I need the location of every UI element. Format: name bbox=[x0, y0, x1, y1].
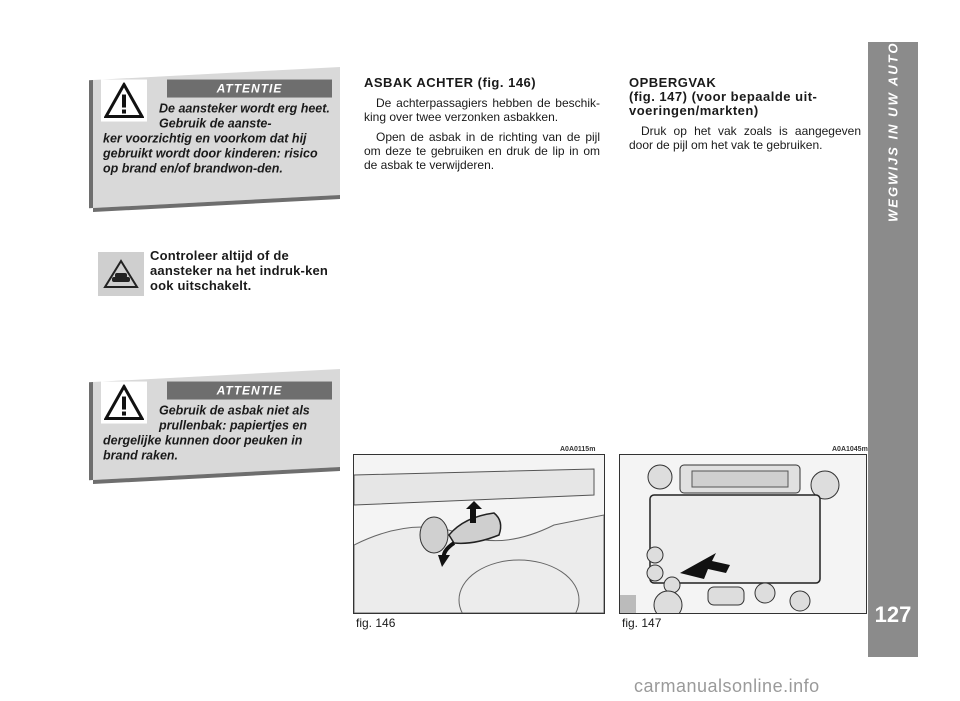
page-number: 127 bbox=[874, 602, 912, 627]
watermark: carmanualsonline.info bbox=[634, 676, 820, 696]
car-icon bbox=[98, 252, 144, 296]
paragraph: De achterpassagiers hebben de beschik-king over twee verzonken asbakken. bbox=[364, 96, 600, 124]
paragraph: Open de asbak in de richting van de pijl om deze te gebruiken en druk de lip in om de asbak te verwijderen. bbox=[364, 130, 600, 172]
section-storage bbox=[629, 76, 861, 152]
figure-code: A0A1045m bbox=[832, 446, 868, 453]
section-ashtray bbox=[364, 76, 600, 172]
section-title: WEGWIJS IN UW AUTO bbox=[885, 42, 901, 223]
section-heading: ASBAK ACHTER (fig. 146) bbox=[364, 75, 537, 90]
warning-text: De aansteker wordt erg heet. Gebruik de aanste- ker voorzichtig en voorkom dat hij gebruikt wordt door kinderen: risico op brand en/of brandwon-den. bbox=[103, 101, 330, 176]
section-subheading: (fig. 147) (voor bepaalde uit-voeringen/markten) bbox=[629, 89, 818, 118]
warning-text: Gebruik de asbak niet als prullenbak: papiertjes en dergelijke kunnen door peuken in brand raken. bbox=[103, 403, 310, 463]
warning-box-2 bbox=[93, 369, 340, 480]
warning-header: ATTENTIE bbox=[167, 382, 332, 400]
section-heading: OPBERGVAK bbox=[629, 75, 717, 90]
paragraph: Druk op het vak zoals is aangegeven door de pijl om het vak te gebruiken. bbox=[629, 124, 861, 152]
side-band bbox=[868, 42, 918, 657]
warning-header: ATTENTIE bbox=[167, 80, 332, 98]
figure-146-image bbox=[353, 454, 605, 614]
info-text: Controleer altijd of de aansteker na het indruk-ken ook uitschakelt. bbox=[150, 248, 329, 293]
warning-triangle-icon bbox=[101, 80, 147, 122]
figure-caption: fig. 147 bbox=[622, 616, 662, 630]
warning-triangle-icon bbox=[101, 382, 147, 424]
figure-code: A0A0115m bbox=[560, 446, 596, 453]
warning-box-1 bbox=[93, 67, 340, 208]
figure-caption: fig. 146 bbox=[356, 616, 396, 630]
info-box bbox=[98, 248, 340, 293]
figure-147-image bbox=[619, 454, 867, 614]
